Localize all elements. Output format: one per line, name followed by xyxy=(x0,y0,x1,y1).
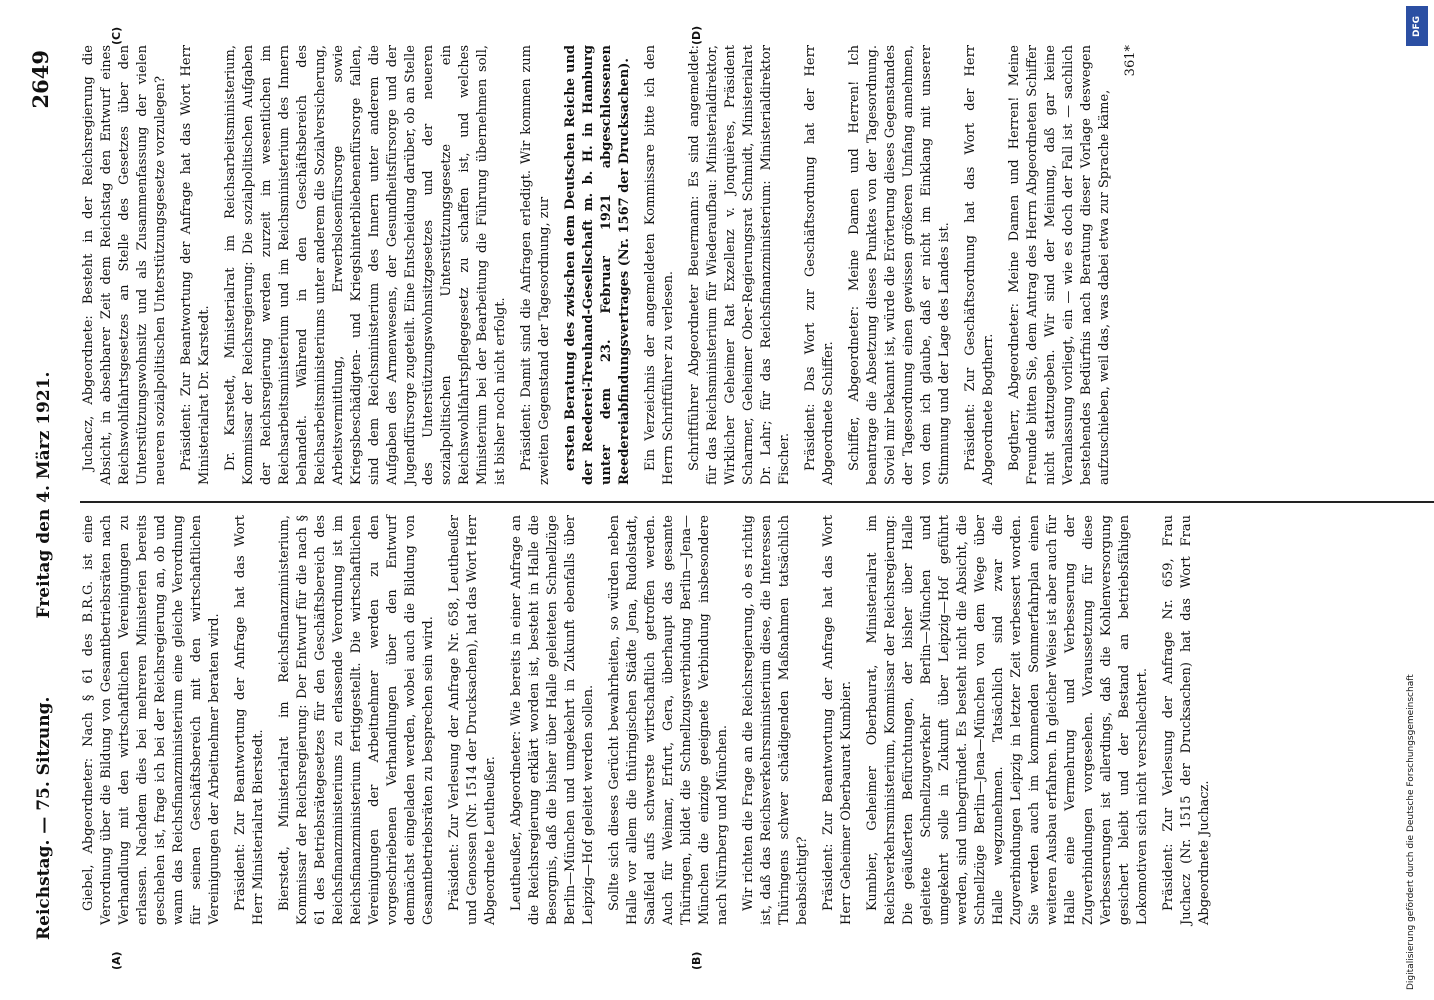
paragraph: Schriftführer Abgeordneter Beuermann: Es sind angemeldet: für das Reichsministerium für Wiederaufbau: Ministerialdirektor, Wirklicher Geheimer Rat Exzellenz v. Jonquières, Präsident Scharmer, Geheimer Ober-Regierungsrat Schmidt, Ministerialrat Dr. Lahr; für das Reichsfinanzministerium: Ministerialdirektor Fischer. xyxy=(687,45,792,485)
paragraph: Sollte sich dieses Gerücht bewahrheiten, so würden neben Halle vor allem die thüringischen Städte Jena, Rudolstadt, Saalfeld aufs schwerste wirtschaftlich getroffen werden. Auch für Weimar, Erfurt, Gera, überhaupt das gesamte Thüringen, bildet die Schnellzugsverbindung Berlin—Jena—München die einzige geeignete Verbindung insbesondere nach Nürnberg und München. xyxy=(607,515,730,925)
paragraph: Juchacz, Abgeordnete: Besteht in der Reichsregierung die Absicht, in absehbarer Zeit dem Reichstag den Entwurf eines Reichswohlfahrtsgesetzes an Stelle des Gesetzes über den Unterstützungswohnsitz und als Zusammenfassung der vielen neueren sozialpolitischen Unterstützungsgesetze vorzulegen? xyxy=(81,45,168,485)
paragraph: Schiffer, Abgeordneter: Meine Damen und Herren! Ich beantrage die Absetzung dieses Punktes von der Tagesordnung. Soviel mir bekannt ist, würde die Erörterung dieses Gegenstandes der Tagesordnung einen gewissen größeren Umfang annehmen, von dem ich glaube, daß er nicht im Einklang mit unserer Stimmung und der Lage des Landes ist. xyxy=(847,45,952,485)
margin-letter-b: (B) xyxy=(690,951,703,970)
paragraph: Leutheußer, Abgeordneter: Wie bereits in einer Anfrage an die Reichsregierung erklärt worden ist, besteht in Halle die Besorgnis, daß die bisher über Halle geleiteten Schnellzüge Berlin—München und umgekehrt in Zukunft ebenfalls über Leipzig—Hof geleitet werden sollen. xyxy=(509,515,596,925)
paragraph: Präsident: Zur Beantwortung der Anfrage hat das Wort Herr Ministerialrat Bierstedt. xyxy=(233,515,266,925)
paragraph: Dr. Karstedt, Ministerialrat im Reichsarbeitsministerium, Kommissar der Reichsregierung: Die sozialpolitischen Aufgaben der Reichsregierung werden zurzeit im wesentlichen im Reichsarbeitsministerium und im Reichsministerium des Innern behandelt. Während in den Geschäftsbereich des Reichsarbeitsministeriums unter anderem die Sozialversicherung, Arbeitsvermittlung, Erwerbslosenfürsorge sowie Kriegsbeschädigten- und Kriegshinterbliebenenfürsorge fallen, sind dem Reichsministerium des Innern unter anderem die Aufgaben des Armenwesens, der Gesundheitsfürsorge und der Jugendfürsorge zugeteilt. Eine Entscheidung darüber, ob an Stelle des Unterstützungswohnsitzgesetzes und der neueren sozialpolitischen Unterstützungsgesetze ein Reichswohlfahrtspflegegesetz zu schaffen ist, und welches Ministerium bei der Bearbeitung die Führung übernehmen soll, ist bisher noch nicht erfolgt. xyxy=(223,45,508,485)
dfg-badge: DFG xyxy=(1406,6,1428,46)
paragraph: Präsident: Zur Beantwortung der Anfrage hat das Wort Herr Ministerialrat Dr. Karstedt. xyxy=(179,45,212,485)
paragraph: Wir richten die Frage an die Reichsregierung, ob es richtig ist, daß das Reichsverkehrsministerium diese, die Interessen Thüringens schwer schädigenden Maßnahmen tatsächlich beabsichtigt? xyxy=(741,515,810,925)
paragraph: Präsident: Zur Beantwortung der Anfrage hat das Wort Herr Geheimer Oberbaurat Kumbier. xyxy=(821,515,854,925)
paragraph: Präsident: Das Wort zur Geschäftsordnung hat der Herr Abgeordnete Schiffer. xyxy=(803,45,836,485)
margin-letter-c: (C) xyxy=(110,26,123,45)
page-header xyxy=(28,50,68,940)
page-number: 2649 xyxy=(28,50,53,109)
agenda-item-title: ersten Beratung des zwischen dem Deutschen Reiche und der Reederei-Treuhand-Gesellschaft m. b. H. in Hamburg unter dem 23. Februar 1921 abgeschlossenen Reedereiabfindungsvertrages (Nr. 1567 der Drucksachen). xyxy=(563,45,632,485)
paragraph: Ein Verzeichnis der angemeldeten Kommissare bitte ich den Herrn Schriftführer zu verlesen. xyxy=(643,45,676,485)
header-left: Reichstag. — 75. Sitzung. xyxy=(34,696,54,940)
paragraph: Bogtherr, Abgeordneter: Meine Damen und Herren! Meine Freunde bitten Sie, dem Antrag des Herrn Abgeordneten Schiffer nicht stattzugeben. Wir sind der Meinung, daß gar keine Veranlassung vorliegt, ein — wie es doch der Fall ist — sachlich bestehendes Bedürfnis nach Beratung dieser Vorlage deswegen aufzuschieben, weil das, was dabei etwa zur Sprache käme, xyxy=(1007,45,1112,485)
paragraph: Präsident: Zur Geschäftsordnung hat das Wort der Herr Abgeordnete Bogtherr. xyxy=(963,45,996,485)
sheet-signature: 361* xyxy=(1123,45,1138,77)
column-divider xyxy=(80,501,1434,503)
margin-letter-a: (A) xyxy=(110,951,123,970)
paragraph: Bierstedt, Ministerialrat im Reichsfinanzministerium, Kommissar der Reichsregierung: Der Entwurf für die nach § 61 des Betriebsrätegesetzes für den Geschäftsbereich des Reichsfinanzministeriums zu erlassende Verordnung ist im Reichsfinanzministerium fertiggestellt. Die wirtschaftlichen Vereinigungen der Arbeitnehmer werden zu den vorgeschriebenen Verhandlungen über den Entwurf demnächst eingeladen werden, wobei auch die Bildung von Gesamtbetriebsräten zu besprechen sein wird. xyxy=(277,515,436,925)
paragraph: Präsident: Damit sind die Anfragen erledigt. Wir kommen zum zweiten Gegenstand der Tagesordnung, zur xyxy=(519,45,552,485)
digitization-credit: Digitalisierung gefördert durch die Deutsche Forschungsgemeinschaft xyxy=(1406,674,1416,990)
paragraph: Präsident: Zur Verlesung der Anfrage Nr. 658, Leutheußer und Genossen (Nr. 1514 der Drucksachen), hat das Wort Herr Abgeordnete Leutheußer. xyxy=(447,515,498,925)
margin-letter-d: (D) xyxy=(690,25,703,45)
paragraph: Kumbier, Geheimer Oberbaurat, Ministerialrat im Reichsverkehrsministerium, Kommissar der Reichsregierung: Die geäußerten Befürchtungen, der bisher über Halle geleitete Schnellzugverkehr Berlin—München und umgekehrt solle in Zukunft über Leipzig—Hof geführt werden, sind unbegründet. Es besteht nicht die Absicht, die Schnellzüge Berlin—Jena—München von dem Wege über Halle wegzunehmen. Tatsächlich sind zwar die Zugverbindungen Leipzig in letzter Zeit verbessert worden. Sie werden auch im kommenden Sommerfahrplan einen weiteren Ausbau erfahren. In gleicher Weise ist aber auch für Halle eine Vermehrung und Verbesserung der Zugverbindungen vorgesehen. Voraussetzung für diese Verbesserungen ist allerdings, daß die Kohlenversorgung gesichert bleibt und der Bestand an betriebsfähigen Lokomotiven sich nicht verschlechtert. xyxy=(865,515,1150,925)
paragraph: Präsident: Zur Verlesung der Anfrage Nr. 659, Frau Juchacz (Nr. 1515 der Drucksachen) hat das Wort Frau Abgeordnete Juchacz. xyxy=(1161,515,1212,925)
paragraph: Giebel, Abgeordneter: Nach § 61 des B.R.G. ist eine Verordnung über die Bildung von Gesamtbetriebsräten nach Verhandlung mit den wirtschaftlichen Vereinigungen zu erlassen. Nachdem dies bei mehreren Ministerien bereits geschehen ist, frage ich bei der Reichsregierung an, ob und wann das Reichsfinanzministerium eine gleiche Verordnung für seinen Geschäftsbereich mit den wirtschaftlichen Vereinigungen der Arbeitnehmer beraten wird. xyxy=(81,515,222,925)
right-column xyxy=(80,45,1148,485)
left-column xyxy=(80,515,1222,925)
header-date: Freitag den 4. März 1921. xyxy=(34,371,54,619)
